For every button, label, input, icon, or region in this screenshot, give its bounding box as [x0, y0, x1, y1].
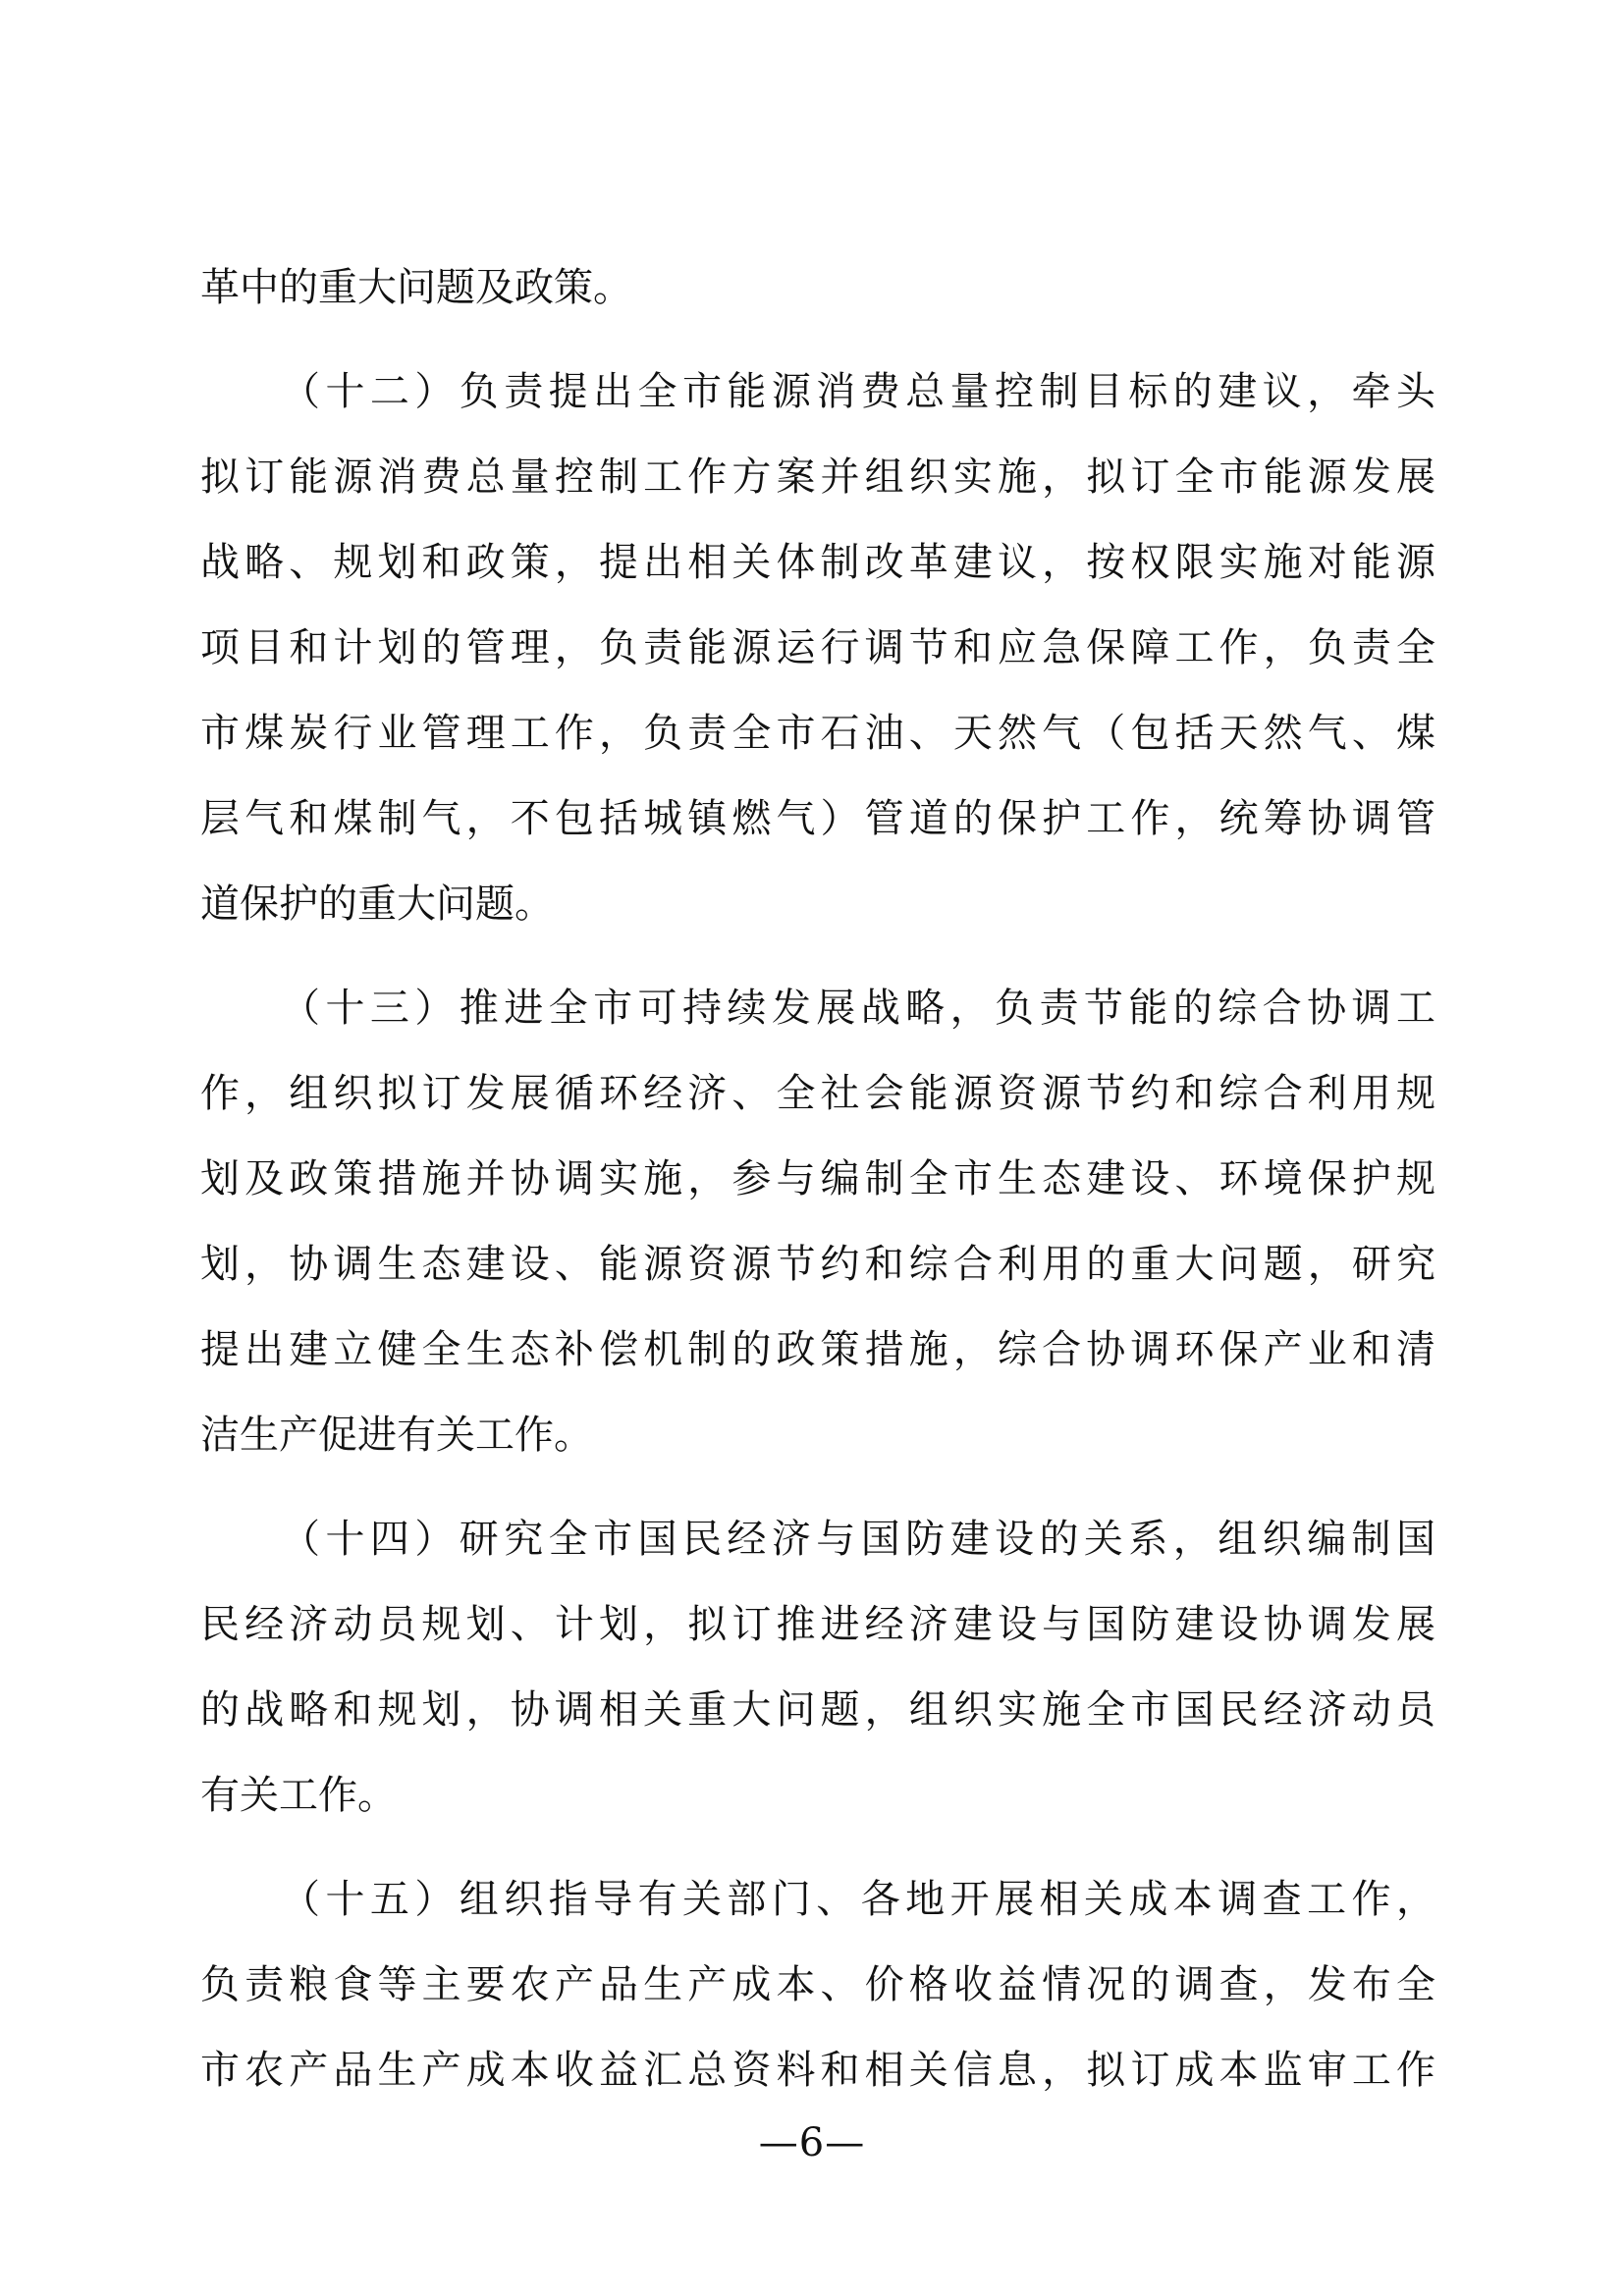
- text-line: 提出建立健全生态补偿机制的政策措施，综合协调环保产业和清: [200, 1327, 1435, 1372]
- text-line: （十四）研究全市国民经济与国防建设的关系，组织编制国: [281, 1517, 1435, 1562]
- paragraph-15: [200, 1857, 1435, 2113]
- body-text: [200, 245, 1435, 2113]
- text-line: 洁生产促进有关工作。: [200, 1413, 593, 1458]
- text-line: 民经济动员规划、计划，拟订推进经济建设与国防建设协调发展: [200, 1602, 1435, 1647]
- paragraph-13: [200, 966, 1435, 1478]
- text-line: 市农产品生产成本收益汇总资料和相关信息，拟订成本监审工作: [200, 2048, 1435, 2093]
- page-number: —6—: [758, 2120, 866, 2165]
- text-line: 的战略和规划，协调相关重大问题，组织实施全市国民经济动员: [200, 1687, 1435, 1733]
- text-line: 拟订能源消费总量控制工作方案并组织实施，拟订全市能源发展: [200, 454, 1435, 500]
- text-line: （十三）推进全市可持续发展战略，负责节能的综合协调工: [281, 986, 1435, 1031]
- paragraph-14: [200, 1497, 1435, 1839]
- text-line: 市煤炭行业管理工作，负责全市石油、天然气（包括天然气、煤: [200, 711, 1435, 756]
- text-line: 革中的重大问题及政策。: [200, 265, 632, 310]
- paragraph-12: [200, 349, 1435, 947]
- text-line: 战略、规划和政策，提出相关体制改革建议，按权限实施对能源: [200, 540, 1435, 585]
- text-line: 项目和计划的管理，负责能源运行调节和应急保障工作，负责全: [200, 625, 1435, 670]
- text-line: 有关工作。: [200, 1773, 397, 1818]
- text-line: 层气和煤制气，不包括城镇燃气）管道的保护工作，统筹协调管: [200, 796, 1435, 841]
- text-line: 划，协调生态建设、能源资源节约和综合利用的重大问题，研究: [200, 1242, 1435, 1287]
- text-line: 道保护的重大问题。: [200, 881, 554, 927]
- text-line: （十二）负责提出全市能源消费总量控制目标的建议，牵头: [281, 369, 1435, 414]
- text-line: 负责粮食等主要农产品生产成本、价格收益情况的调查，发布全: [200, 1962, 1435, 2007]
- text-line: （十五）组织指导有关部门、各地开展相关成本调查工作，: [281, 1877, 1435, 1922]
- text-line: 作，组织拟订发展循环经济、全社会能源资源节约和综合利用规: [200, 1071, 1435, 1116]
- text-line: 划及政策措施并协调实施，参与编制全市生态建设、环境保护规: [200, 1156, 1435, 1201]
- paragraph-continuation: [200, 245, 1435, 331]
